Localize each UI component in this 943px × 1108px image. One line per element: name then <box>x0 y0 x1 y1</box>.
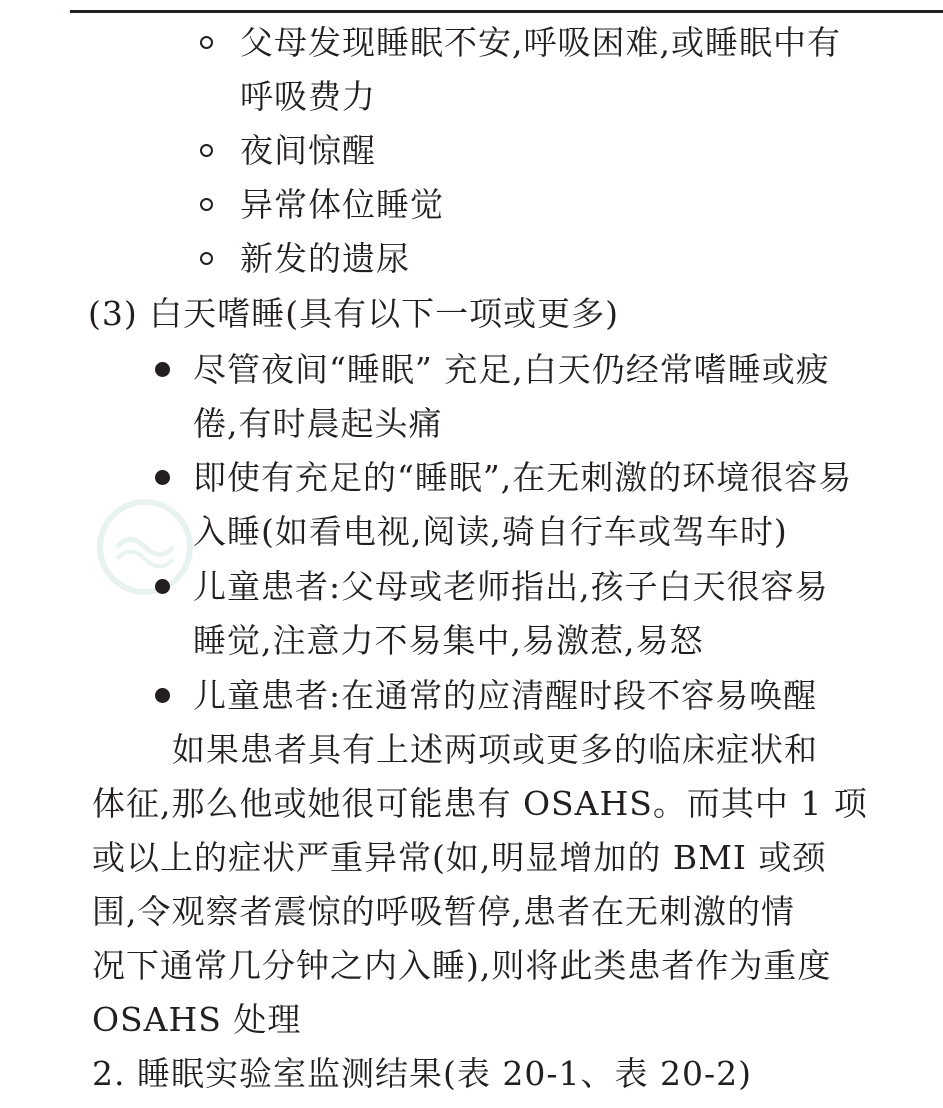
hollow-circle-bullet <box>200 198 213 211</box>
paragraph-line: 如果患者具有上述两项或更多的临床症状和 <box>172 730 818 769</box>
bullet-item: 即使有充足的“睡眠”,在无刺激的环境很容易 <box>193 458 853 497</box>
bullet-item-continuation: 入睡(如看电视,阅读,骑自行车或驾车时) <box>193 512 788 551</box>
filled-dot-bullet <box>155 579 170 594</box>
hollow-circle-bullet <box>200 36 213 49</box>
bullet-item: 儿童患者:父母或老师指出,孩子白天很容易 <box>193 567 829 606</box>
list-item: 异常体位睡觉 <box>240 185 444 224</box>
bullet-item-continuation: 倦,有时晨起头痛 <box>193 404 443 443</box>
paragraph-line: 况下通常几分钟之内入睡),则将此类患者作为重度 <box>92 946 832 985</box>
filled-dot-bullet <box>155 362 170 377</box>
section-heading: (3) 白天嗜睡(具有以下一项或更多) <box>88 294 619 333</box>
list-item-continuation: 呼吸费力 <box>240 77 376 116</box>
watermark-logo <box>95 497 195 597</box>
paragraph-line: 围,令观察者震惊的呼吸暂停,患者在无刺激的情 <box>92 892 795 931</box>
list-item: 父母发现睡眠不安,呼吸困难,或睡眠中有 <box>240 23 841 62</box>
top-rule <box>70 10 943 13</box>
section-heading: 2. 睡眠实验室监测结果(表 20-1、表 20-2) <box>92 1054 752 1093</box>
filled-dot-bullet <box>155 688 170 703</box>
bullet-item: 尽管夜间“睡眠” 充足,白天仍经常嗜睡或疲 <box>193 350 830 389</box>
paragraph-line: 或以上的症状严重异常(如,明显增加的 BMI 或颈 <box>92 838 827 877</box>
paragraph-line: OSAHS 处理 <box>92 1000 302 1039</box>
bullet-item-continuation: 睡觉,注意力不易集中,易激惹,易怒 <box>193 621 704 660</box>
list-item: 夜间惊醒 <box>240 131 376 170</box>
hollow-circle-bullet <box>200 252 213 265</box>
paragraph-line: 体征,那么他或她很可能患有 OSAHS。而其中 1 项 <box>92 784 868 823</box>
filled-dot-bullet <box>155 470 170 485</box>
list-item: 新发的遗尿 <box>240 239 410 278</box>
bullet-item: 儿童患者:在通常的应清醒时段不容易唤醒 <box>193 676 818 715</box>
hollow-circle-bullet <box>200 144 213 157</box>
